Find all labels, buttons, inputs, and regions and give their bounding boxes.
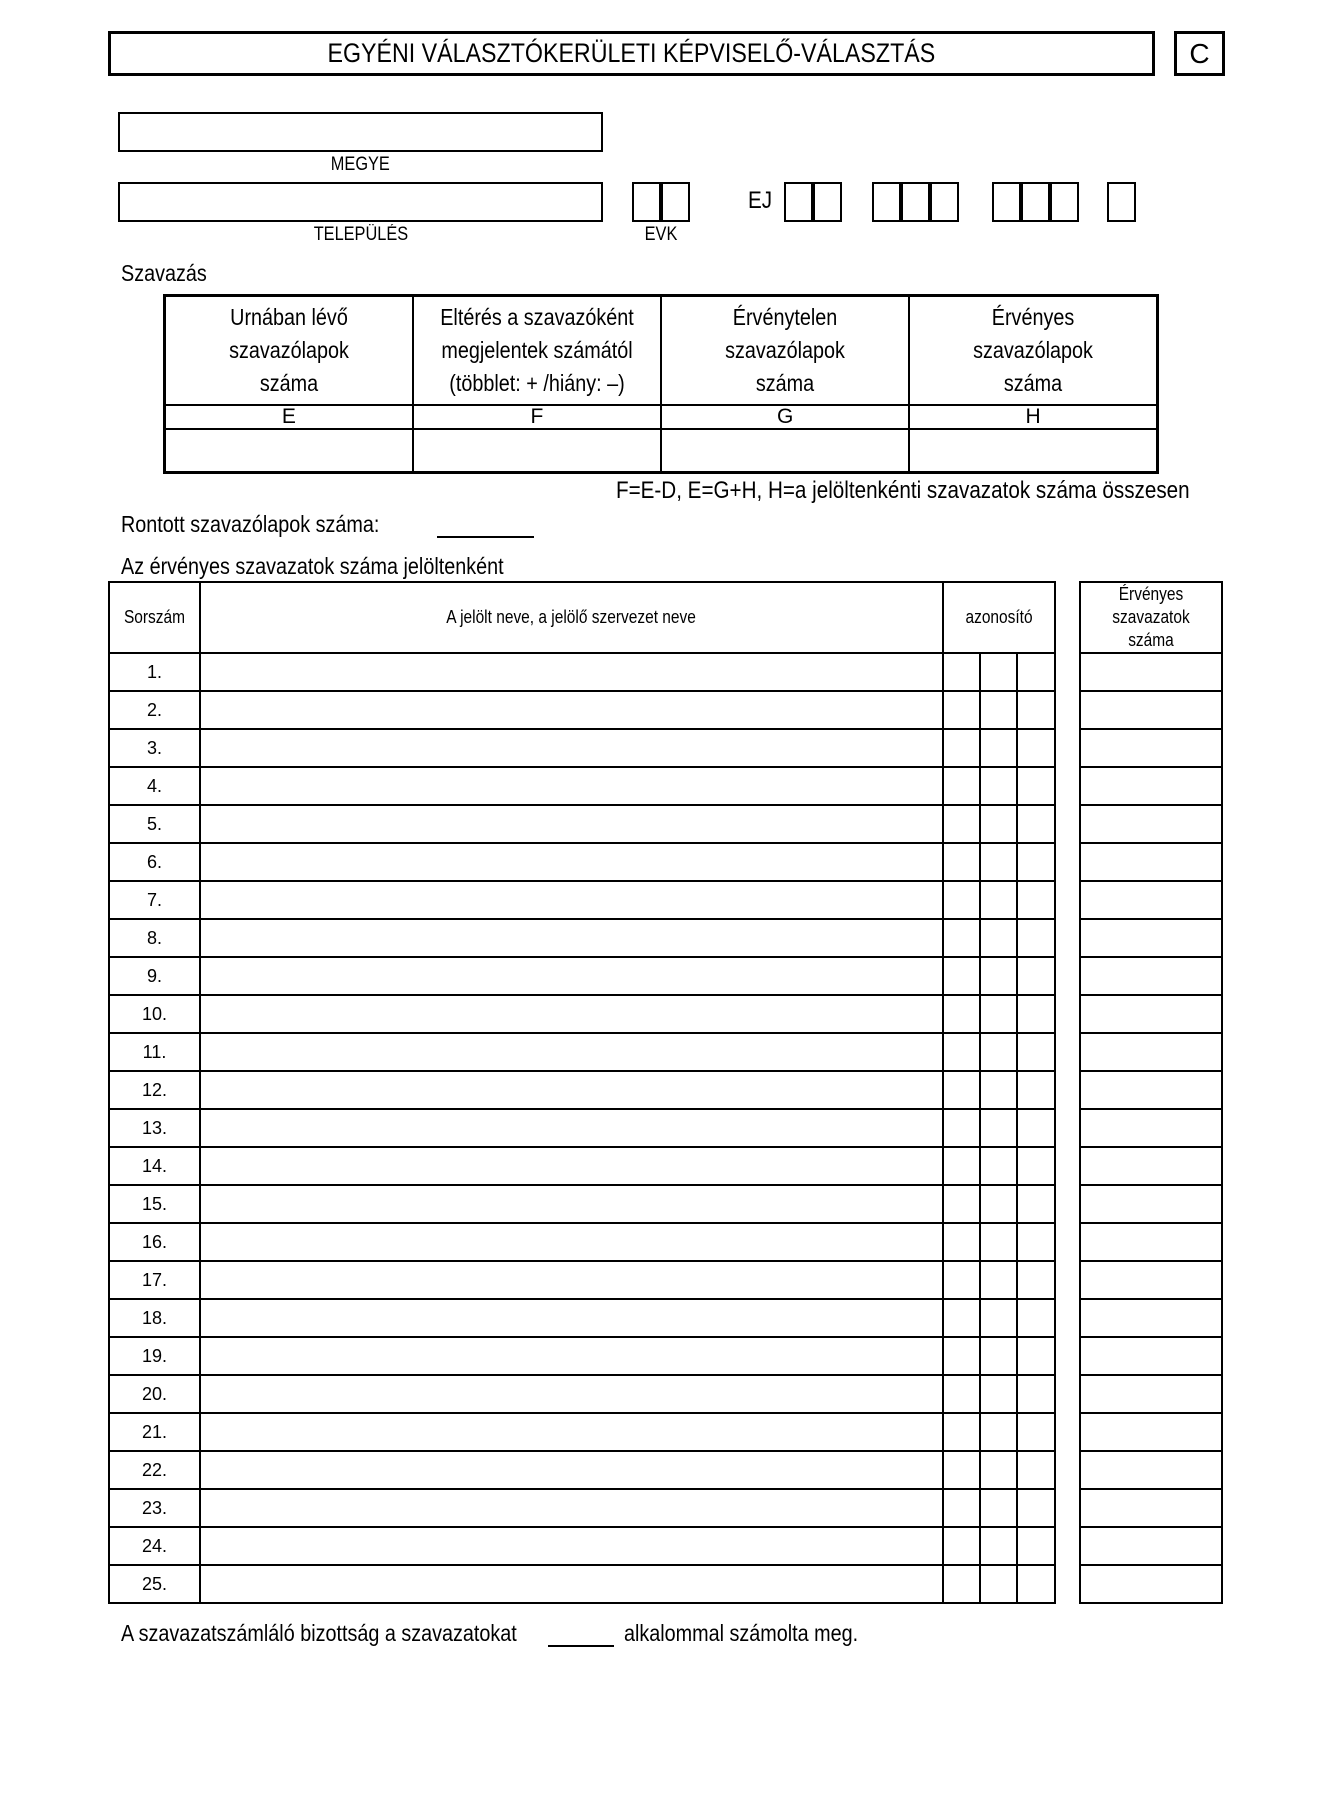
row-number: 24. — [109, 1527, 200, 1565]
candidate-row — [109, 1147, 1055, 1185]
valid-votes-row — [1080, 995, 1222, 1033]
voting-value-h[interactable] — [909, 429, 1157, 473]
id-digit-cell-1[interactable] — [943, 1109, 980, 1147]
candidate-row — [109, 1337, 1055, 1375]
id-digit-cell-3[interactable] — [1017, 919, 1055, 957]
candidate-name-cell[interactable] — [200, 767, 943, 805]
candidate-row — [109, 1109, 1055, 1147]
valid-votes-cell[interactable] — [1080, 1223, 1222, 1261]
id-digit-cell-3[interactable] — [1017, 691, 1055, 729]
candidate-name-cell[interactable] — [200, 1489, 943, 1527]
id-digit-cell-2[interactable] — [980, 1565, 1017, 1603]
ej-digit-4[interactable] — [901, 182, 930, 222]
valid-votes-cell[interactable] — [1080, 1565, 1222, 1603]
ej-digit-8[interactable] — [1050, 182, 1079, 222]
id-digit-cell-1[interactable] — [943, 1527, 980, 1565]
row-number: 14. — [109, 1147, 200, 1185]
col-header-number: Sorszám — [109, 582, 200, 653]
id-digit-cell-2[interactable] — [980, 1261, 1017, 1299]
id-digit-cell-3[interactable] — [1017, 1299, 1055, 1337]
id-digit-cell-3[interactable] — [1017, 767, 1055, 805]
candidate-name-cell[interactable] — [200, 1071, 943, 1109]
id-digit-cell-2[interactable] — [980, 881, 1017, 919]
row-number: 21. — [109, 1413, 200, 1451]
row-number: 16. — [109, 1223, 200, 1261]
id-digit-cell-2[interactable] — [980, 691, 1017, 729]
valid-votes-row — [1080, 1527, 1222, 1565]
valid-votes-cell[interactable] — [1080, 1337, 1222, 1375]
id-digit-cell-1[interactable] — [943, 1375, 980, 1413]
valid-votes-cell[interactable] — [1080, 805, 1222, 843]
candidate-name-cell[interactable] — [200, 919, 943, 957]
id-digit-cell-3[interactable] — [1017, 1451, 1055, 1489]
id-digit-cell-1[interactable] — [943, 843, 980, 881]
spoiled-ballots-line[interactable] — [437, 536, 534, 538]
valid-votes-cell[interactable] — [1080, 691, 1222, 729]
valid-votes-cell[interactable] — [1080, 1375, 1222, 1413]
row-number: 22. — [109, 1451, 200, 1489]
row-number: 13. — [109, 1109, 200, 1147]
valid-votes-row — [1080, 881, 1222, 919]
id-digit-cell-1[interactable] — [943, 1147, 980, 1185]
row-number: 11. — [109, 1033, 200, 1071]
id-digit-cell-3[interactable] — [1017, 995, 1055, 1033]
valid-votes-row — [1080, 1451, 1222, 1489]
id-digit-cell-1[interactable] — [943, 919, 980, 957]
id-digit-cell-1[interactable] — [943, 1299, 980, 1337]
count-prefix: A szavazatszámláló bizottság a szavazatokat — [121, 1620, 517, 1646]
id-digit-cell-1[interactable] — [943, 957, 980, 995]
candidate-row — [109, 805, 1055, 843]
candidate-name-cell[interactable] — [200, 1413, 943, 1451]
valid-votes-row — [1080, 1337, 1222, 1375]
id-digit-cell-3[interactable] — [1017, 1337, 1055, 1375]
candidate-name-cell[interactable] — [200, 1451, 943, 1489]
candidate-name-cell[interactable] — [200, 1565, 943, 1603]
row-number: 2. — [109, 691, 200, 729]
settlement-label: TELEPÜLÉS — [313, 224, 408, 245]
valid-votes-row — [1080, 767, 1222, 805]
voting-formula: F=E-D, E=G+H, H=a jelöltenkénti szavazatok száma összesen — [616, 477, 1190, 504]
row-number: 1. — [109, 653, 200, 691]
evk-digit-2[interactable] — [661, 182, 690, 222]
candidate-row — [109, 1185, 1055, 1223]
valid-votes-row — [1080, 1071, 1222, 1109]
id-digit-cell-2[interactable] — [980, 843, 1017, 881]
spoiled-ballots-label: Rontott szavazólapok száma: — [121, 511, 380, 537]
ej-digit-1[interactable] — [784, 182, 813, 222]
valid-votes-cell[interactable] — [1080, 1033, 1222, 1071]
candidate-name-cell[interactable] — [200, 843, 943, 881]
candidate-name-cell[interactable] — [200, 1033, 943, 1071]
id-digit-cell-2[interactable] — [980, 1147, 1017, 1185]
valid-votes-row — [1080, 729, 1222, 767]
valid-votes-cell[interactable] — [1080, 1185, 1222, 1223]
valid-votes-cell[interactable] — [1080, 843, 1222, 881]
row-number: 7. — [109, 881, 200, 919]
valid-votes-cell[interactable] — [1080, 1451, 1222, 1489]
id-digit-cell-2[interactable] — [980, 1337, 1017, 1375]
candidate-row — [109, 1375, 1055, 1413]
valid-votes-cell[interactable] — [1080, 1527, 1222, 1565]
candidate-row — [109, 1527, 1055, 1565]
valid-votes-cell[interactable] — [1080, 1261, 1222, 1299]
id-digit-cell-2[interactable] — [980, 957, 1017, 995]
candidate-row — [109, 1071, 1055, 1109]
id-digit-cell-2[interactable] — [980, 919, 1017, 957]
id-digit-cell-2[interactable] — [980, 1527, 1017, 1565]
candidate-row — [109, 957, 1055, 995]
candidate-row — [109, 1223, 1055, 1261]
valid-votes-cell[interactable] — [1080, 881, 1222, 919]
id-digit-cell-1[interactable] — [943, 1071, 980, 1109]
row-number: 20. — [109, 1375, 200, 1413]
id-digit-cell-1[interactable] — [943, 1451, 980, 1489]
voting-header-f: Eltérés a szavazóként megjelentek számától (többlet: + /hiány: –) — [413, 296, 661, 405]
id-digit-cell-1[interactable] — [943, 1337, 980, 1375]
candidate-name-cell[interactable] — [200, 1299, 943, 1337]
ej-digit-3[interactable] — [872, 182, 901, 222]
ej-digit-9[interactable] — [1107, 182, 1136, 222]
ej-label: EJ — [748, 187, 773, 214]
id-digit-cell-3[interactable] — [1017, 1489, 1055, 1527]
voting-value-e[interactable] — [165, 429, 413, 473]
col-header-name: A jelölt neve, a jelölő szervezet neve — [200, 582, 943, 653]
evk-label: EVK — [644, 224, 678, 245]
id-digit-cell-3[interactable] — [1017, 1413, 1055, 1451]
valid-votes-row — [1080, 1375, 1222, 1413]
count-suffix: alkalommal számolta meg. — [624, 1620, 859, 1646]
candidate-row — [109, 1261, 1055, 1299]
row-number: 8. — [109, 919, 200, 957]
valid-votes-cell[interactable] — [1080, 729, 1222, 767]
id-digit-cell-3[interactable] — [1017, 1033, 1055, 1071]
id-digit-cell-2[interactable] — [980, 1071, 1017, 1109]
row-number: 23. — [109, 1489, 200, 1527]
candidate-name-cell[interactable] — [200, 995, 943, 1033]
valid-votes-cell[interactable] — [1080, 1299, 1222, 1337]
row-number: 10. — [109, 995, 200, 1033]
valid-votes-row — [1080, 805, 1222, 843]
count-times-line[interactable] — [548, 1645, 614, 1647]
voting-letter-g: G — [661, 405, 909, 429]
voting-section-title: Szavazás — [121, 260, 207, 286]
voting-value-f[interactable] — [413, 429, 661, 473]
candidate-name-cell[interactable] — [200, 691, 943, 729]
id-digit-cell-3[interactable] — [1017, 805, 1055, 843]
candidate-name-cell[interactable] — [200, 1527, 943, 1565]
id-digit-cell-1[interactable] — [943, 1223, 980, 1261]
valid-votes-row — [1080, 1147, 1222, 1185]
candidate-row — [109, 1451, 1055, 1489]
row-number: 19. — [109, 1337, 200, 1375]
candidate-row — [109, 691, 1055, 729]
id-digit-cell-3[interactable] — [1017, 1071, 1055, 1109]
valid-votes-row — [1080, 1223, 1222, 1261]
voting-table — [163, 294, 1159, 474]
id-digit-cell-1[interactable] — [943, 691, 980, 729]
id-digit-cell-2[interactable] — [980, 1413, 1017, 1451]
valid-votes-row — [1080, 1033, 1222, 1071]
valid-votes-cell[interactable] — [1080, 995, 1222, 1033]
candidate-name-cell[interactable] — [200, 1223, 943, 1261]
candidate-name-cell[interactable] — [200, 805, 943, 843]
row-number: 18. — [109, 1299, 200, 1337]
valid-votes-table — [1079, 581, 1223, 1604]
candidate-row — [109, 1565, 1055, 1603]
candidate-row — [109, 843, 1055, 881]
valid-votes-cell[interactable] — [1080, 1071, 1222, 1109]
id-digit-cell-3[interactable] — [1017, 957, 1055, 995]
id-digit-cell-2[interactable] — [980, 1185, 1017, 1223]
voting-letter-f: F — [413, 405, 661, 429]
id-digit-cell-2[interactable] — [980, 1299, 1017, 1337]
row-number: 15. — [109, 1185, 200, 1223]
valid-votes-row — [1080, 1299, 1222, 1337]
valid-votes-row — [1080, 919, 1222, 957]
valid-votes-row — [1080, 1185, 1222, 1223]
id-digit-cell-1[interactable] — [943, 1565, 980, 1603]
county-field[interactable] — [118, 112, 603, 152]
valid-votes-row — [1080, 957, 1222, 995]
evk-digit-1[interactable] — [632, 182, 661, 222]
col-header-valid-votes: Érvényes szavazatok száma — [1080, 582, 1222, 653]
candidate-name-cell[interactable] — [200, 653, 943, 691]
id-digit-cell-1[interactable] — [943, 1033, 980, 1071]
valid-votes-cell[interactable] — [1080, 1489, 1222, 1527]
valid-votes-cell[interactable] — [1080, 653, 1222, 691]
ej-digit-7[interactable] — [1021, 182, 1050, 222]
id-digit-cell-1[interactable] — [943, 881, 980, 919]
ej-digit-2[interactable] — [813, 182, 842, 222]
row-number: 9. — [109, 957, 200, 995]
id-digit-cell-1[interactable] — [943, 1185, 980, 1223]
valid-votes-row — [1080, 653, 1222, 691]
id-digit-cell-3[interactable] — [1017, 729, 1055, 767]
id-digit-cell-1[interactable] — [943, 805, 980, 843]
title-box — [108, 31, 1155, 76]
voting-header-e: Urnában lévő szavazólapok száma — [165, 296, 413, 405]
form-code-box — [1174, 31, 1225, 76]
id-digit-cell-1[interactable] — [943, 1489, 980, 1527]
id-digit-cell-2[interactable] — [980, 995, 1017, 1033]
id-digit-cell-1[interactable] — [943, 767, 980, 805]
id-digit-cell-3[interactable] — [1017, 653, 1055, 691]
id-digit-cell-1[interactable] — [943, 653, 980, 691]
valid-votes-row — [1080, 1413, 1222, 1451]
candidate-name-cell[interactable] — [200, 957, 943, 995]
voting-header-g: Érvénytelen szavazólapok száma — [661, 296, 909, 405]
id-digit-cell-1[interactable] — [943, 1261, 980, 1299]
row-number: 5. — [109, 805, 200, 843]
valid-votes-row — [1080, 843, 1222, 881]
id-digit-cell-2[interactable] — [980, 805, 1017, 843]
id-digit-cell-2[interactable] — [980, 729, 1017, 767]
id-digit-cell-3[interactable] — [1017, 1527, 1055, 1565]
candidates-section-title: Az érvényes szavazatok száma jelöltenként — [121, 553, 504, 579]
valid-votes-row — [1080, 691, 1222, 729]
candidate-name-cell[interactable] — [200, 1261, 943, 1299]
id-digit-cell-2[interactable] — [980, 1489, 1017, 1527]
valid-votes-row — [1080, 1489, 1222, 1527]
candidate-name-cell[interactable] — [200, 1147, 943, 1185]
voting-value-g[interactable] — [661, 429, 909, 473]
id-digit-cell-2[interactable] — [980, 1033, 1017, 1071]
valid-votes-row — [1080, 1109, 1222, 1147]
id-digit-cell-3[interactable] — [1017, 1185, 1055, 1223]
candidates-table — [108, 581, 1056, 1604]
ej-digit-5[interactable] — [930, 182, 959, 222]
settlement-field[interactable] — [118, 182, 603, 222]
id-digit-cell-3[interactable] — [1017, 1261, 1055, 1299]
candidate-row — [109, 767, 1055, 805]
id-digit-cell-2[interactable] — [980, 767, 1017, 805]
id-digit-cell-2[interactable] — [980, 1109, 1017, 1147]
row-number: 17. — [109, 1261, 200, 1299]
candidate-row — [109, 919, 1055, 957]
id-digit-cell-1[interactable] — [943, 995, 980, 1033]
county-label: MEGYE — [330, 154, 391, 175]
row-number: 25. — [109, 1565, 200, 1603]
valid-votes-cell[interactable] — [1080, 767, 1222, 805]
candidate-name-cell[interactable] — [200, 881, 943, 919]
form-code: C — [1189, 38, 1210, 69]
candidate-row — [109, 1489, 1055, 1527]
id-digit-cell-2[interactable] — [980, 1375, 1017, 1413]
id-digit-cell-3[interactable] — [1017, 1375, 1055, 1413]
id-digit-cell-2[interactable] — [980, 653, 1017, 691]
voting-letter-h: H — [909, 405, 1157, 429]
candidate-row — [109, 653, 1055, 691]
valid-votes-cell[interactable] — [1080, 919, 1222, 957]
voting-letter-e: E — [165, 405, 413, 429]
ej-digit-6[interactable] — [992, 182, 1021, 222]
valid-votes-cell[interactable] — [1080, 1147, 1222, 1185]
row-number: 3. — [109, 729, 200, 767]
voting-header-h: Érvényes szavazólapok száma — [909, 296, 1157, 405]
id-digit-cell-1[interactable] — [943, 729, 980, 767]
id-digit-cell-3[interactable] — [1017, 843, 1055, 881]
col-header-id: azonosító — [943, 582, 1055, 653]
id-digit-cell-3[interactable] — [1017, 1147, 1055, 1185]
id-digit-cell-3[interactable] — [1017, 1565, 1055, 1603]
valid-votes-row — [1080, 1261, 1222, 1299]
valid-votes-cell[interactable] — [1080, 957, 1222, 995]
row-number: 6. — [109, 843, 200, 881]
candidate-row — [109, 1033, 1055, 1071]
candidate-name-cell[interactable] — [200, 1185, 943, 1223]
id-digit-cell-2[interactable] — [980, 1223, 1017, 1261]
candidate-name-cell[interactable] — [200, 1375, 943, 1413]
id-digit-cell-2[interactable] — [980, 1451, 1017, 1489]
form-title: EGYÉNI VÁLASZTÓKERÜLETI KÉPVISELŐ-VÁLASZTÁS — [327, 38, 936, 68]
id-digit-cell-3[interactable] — [1017, 1109, 1055, 1147]
candidate-name-cell[interactable] — [200, 1109, 943, 1147]
candidate-row — [109, 1413, 1055, 1451]
id-digit-cell-3[interactable] — [1017, 881, 1055, 919]
candidate-row — [109, 729, 1055, 767]
row-number: 12. — [109, 1071, 200, 1109]
candidate-name-cell[interactable] — [200, 729, 943, 767]
id-digit-cell-3[interactable] — [1017, 1223, 1055, 1261]
row-number: 4. — [109, 767, 200, 805]
valid-votes-cell[interactable] — [1080, 1109, 1222, 1147]
candidate-name-cell[interactable] — [200, 1337, 943, 1375]
candidate-row — [109, 1299, 1055, 1337]
candidate-row — [109, 881, 1055, 919]
id-digit-cell-1[interactable] — [943, 1413, 980, 1451]
valid-votes-row — [1080, 1565, 1222, 1603]
valid-votes-cell[interactable] — [1080, 1413, 1222, 1451]
candidate-row — [109, 995, 1055, 1033]
